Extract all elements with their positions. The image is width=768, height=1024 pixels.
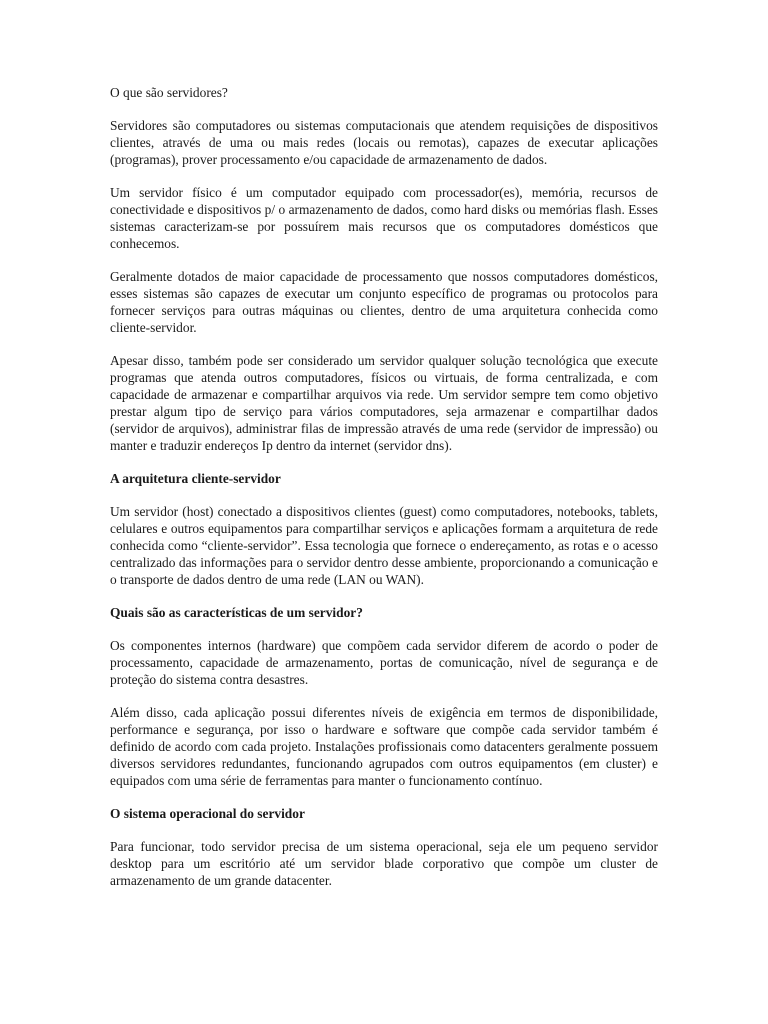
intro-paragraph: Servidores são computadores ou sistemas computacionais que atendem requisições de dispositivos clientes, através de uma ou mais redes (locais ou remotas), capazes de executar aplicações (programas), prover processamento e/ou capacidade de armazenamento de dados. xyxy=(110,118,658,167)
intro-paragraph: Apesar disso, também pode ser considerado um servidor qualquer solução tecnológica que execute programas que atenda outros computadores, físicos ou virtuais, de forma centralizada, e com capacidade de armazenar e compartilhar arquivos via rede. Um servidor sempre tem como objetivo prestar algum tipo de serviço para vários computadores, seja armazenar e compartilhar dados (servidor de arquivos), administrar filas de impressão através de uma rede (servidor de impressão) ou manter e traduzir endereços Ip dentro da internet (servidor dns). xyxy=(110,353,658,453)
intro-paragraph: Geralmente dotados de maior capacidade de processamento que nossos computadores domésticos, esses sistemas são capazes de executar um conjunto específico de programas ou protocolos para fornecer serviços para outras máquinas ou clientes, dentro de uma arquitetura conhecida como cliente-servidor. xyxy=(110,269,658,335)
section-paragraph: Um servidor (host) conectado a dispositivos clientes (guest) como computadores, notebooks, tablets, celulares e outros equipamentos para compartilhar serviços e aplicações formam a arquitetura de rede conhecida como “cliente-servidor”. Essa tecnologia que fornece o endereçamento, as rotas e o acesso centralizado das informações para o servidor dentro desse ambiente, proporcionando a comunicação e o transporte de dados dentro de uma rede (LAN ou WAN). xyxy=(110,504,658,587)
section-paragraph: Além disso, cada aplicação possui diferentes níveis de exigência em termos de disponibilidade, performance e segurança, por isso o hardware e software que compõe cada servidor também é definido de acordo com cada projeto. Instalações profissionais como datacenters geralmente possuem diversos servidores redundantes, funcionando agrupados com outros equipamentos (em cluster) e equipados com uma série de ferramentas para manter o funcionamento contínuo. xyxy=(110,705,658,788)
document-page xyxy=(110,84,658,905)
section-paragraph: Para funcionar, todo servidor precisa de um sistema operacional, seja ele um pequeno servidor desktop para um escritório até um servidor blade corporativo que compõe um cluster de armazenamento de um grande datacenter. xyxy=(110,839,658,888)
intro-paragraph: Um servidor físico é um computador equipado com processador(es), memória, recursos de conectividade e dispositivos p/ o armazenamento de dados, como hard disks ou memórias flash. Esses sistemas caracterizam-se por possuírem mais recursos que os computadores domésticos que conhecemos. xyxy=(110,185,658,251)
section-heading: O sistema operacional do servidor xyxy=(110,806,305,821)
document-title: O que são servidores? xyxy=(110,85,228,100)
section-heading: Quais são as características de um servidor? xyxy=(110,605,363,620)
section-heading: A arquitetura cliente-servidor xyxy=(110,471,281,486)
section-paragraph: Os componentes internos (hardware) que compõem cada servidor diferem de acordo o poder de processamento, capacidade de armazenamento, portas de comunicação, nível de segurança e de proteção do sistema contra desastres. xyxy=(110,638,658,687)
